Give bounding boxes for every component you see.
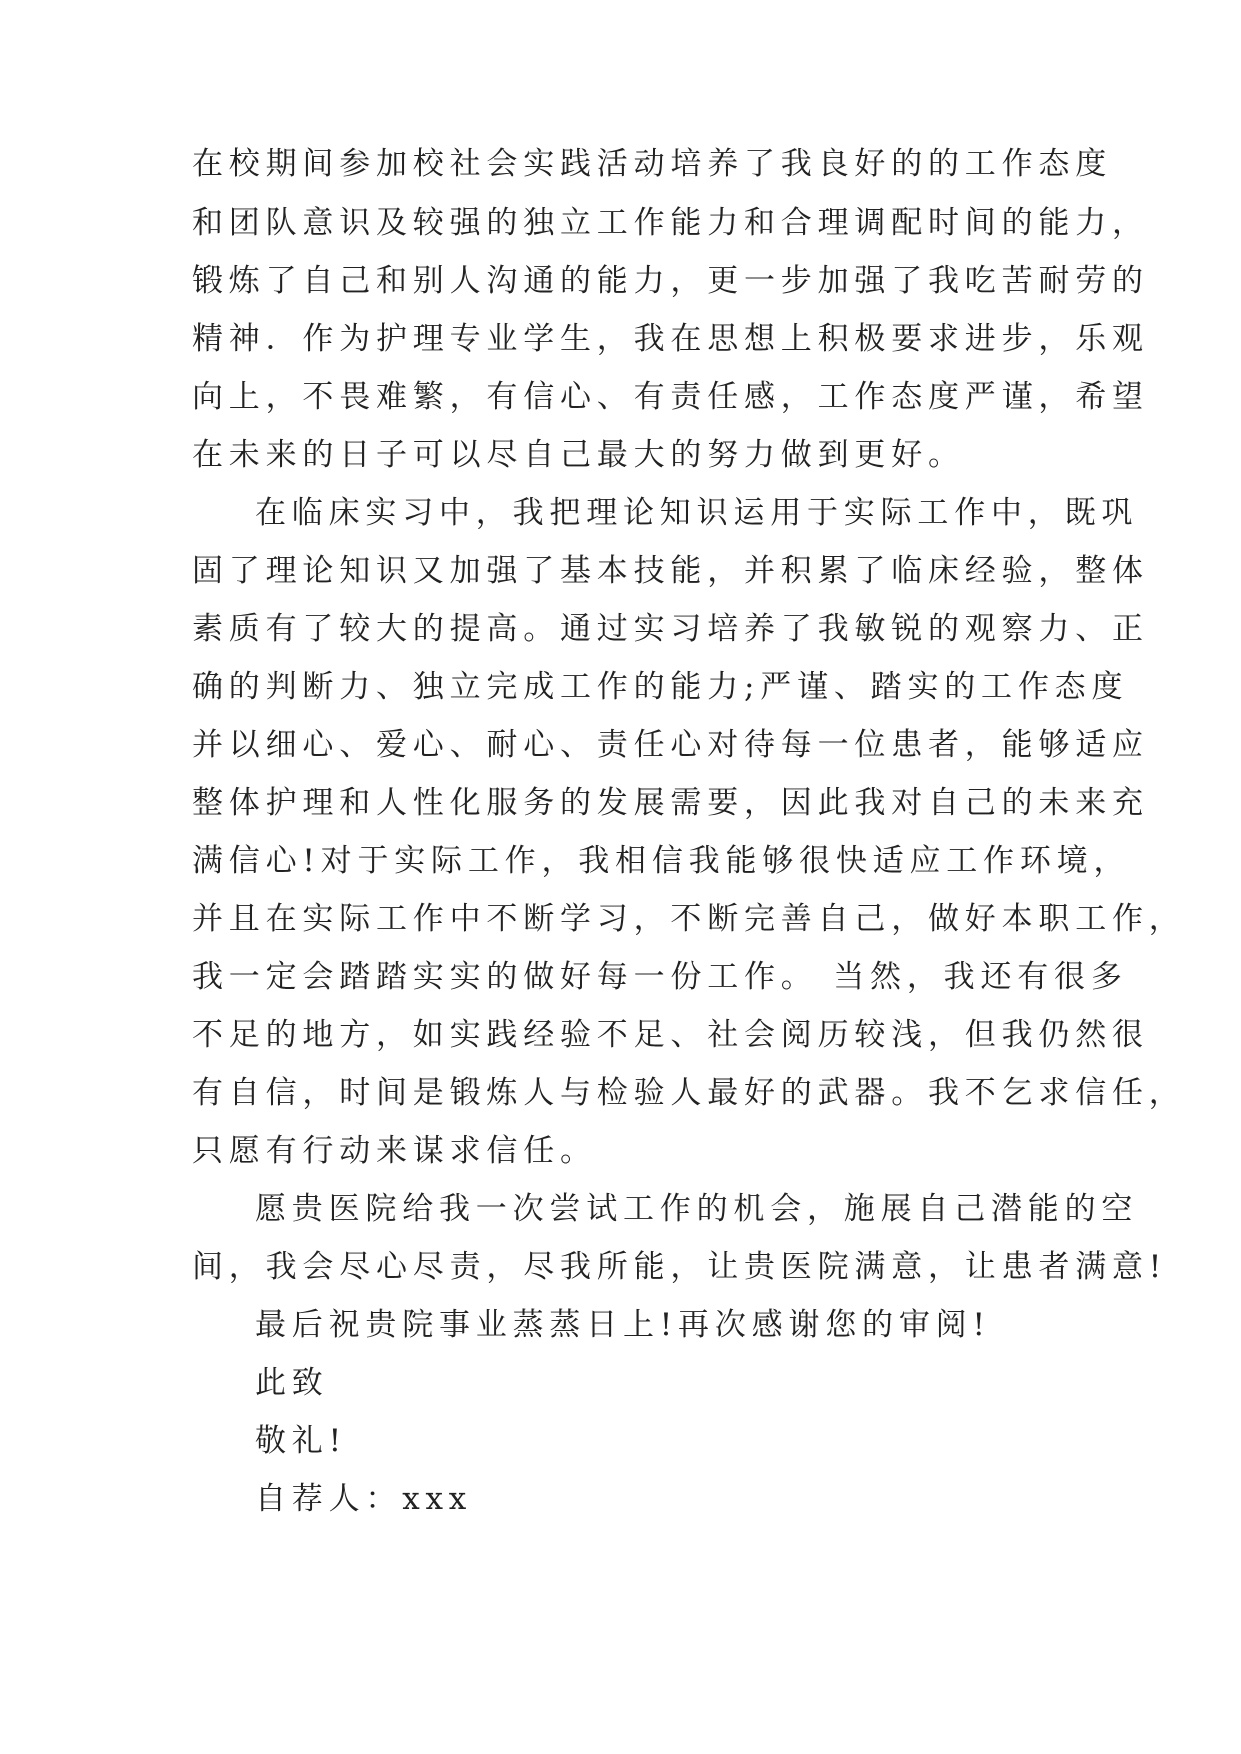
text-line: 整体护理和人性化服务的发展需要，因此我对自己的未来充 [192, 785, 1149, 821]
closing-wish: 最后祝贵院事业蒸蒸日上!再次感谢您的审阅! [255, 1307, 991, 1343]
closing-salutation: 此致 [255, 1365, 329, 1401]
text-line: 并且在实际工作中不断学习，不断完善自己，做好本职工作， [192, 901, 1186, 937]
text-line: 间，我会尽心尽责，尽我所能，让贵医院满意，让患者满意! [192, 1249, 1168, 1285]
paragraph-first-line: 愿贵医院给我一次尝试工作的机会，施展自己潜能的空 [255, 1191, 1139, 1227]
text-line: 有自信，时间是锻炼人与检验人最好的武器。我不乞求信任， [192, 1075, 1186, 1111]
text-line: 精神．作为护理专业学生，我在思想上积极要求进步，乐观 [192, 321, 1149, 357]
text-line: 素质有了较大的提高。通过实习培养了我敏锐的观察力、正 [192, 611, 1149, 647]
text-line: 我一定会踏踏实实的做好每一份工作。 当然，我还有很多 [192, 959, 1128, 995]
text-line: 和团队意识及较强的独立工作能力和合理调配时间的能力， [192, 205, 1149, 241]
signature-line: 自荐人：xxx [255, 1481, 473, 1517]
text-line: 在未来的日子可以尽自己最大的努力做到更好。 [192, 437, 965, 473]
text-line: 不足的地方，如实践经验不足、社会阅历较浅，但我仍然很 [192, 1017, 1149, 1053]
text-line: 向上，不畏难繁，有信心、有责任感，工作态度严谨，希望 [192, 379, 1149, 415]
text-line: 只愿有行动来谋求信任。 [192, 1133, 597, 1169]
text-line: 并以细心、爱心、耐心、责任心对待每一位患者，能够适应 [192, 727, 1149, 763]
text-line: 确的判断力、独立完成工作的能力;严谨、踏实的工作态度 [192, 669, 1129, 705]
text-line: 满信心!对于实际工作，我相信我能够很快适应工作环境， [192, 843, 1131, 879]
text-line: 固了理论知识又加强了基本技能，并积累了临床经验，整体 [192, 553, 1149, 589]
text-line: 在校期间参加校社会实践活动培养了我良好的的工作态度 [192, 146, 1112, 182]
closing-regards: 敬礼! [255, 1423, 347, 1459]
text-line: 锻炼了自己和别人沟通的能力，更一步加强了我吃苦耐劳的 [192, 263, 1149, 299]
paragraph-first-line: 在临床实习中，我把理论知识运用于实际工作中，既巩 [255, 495, 1139, 531]
